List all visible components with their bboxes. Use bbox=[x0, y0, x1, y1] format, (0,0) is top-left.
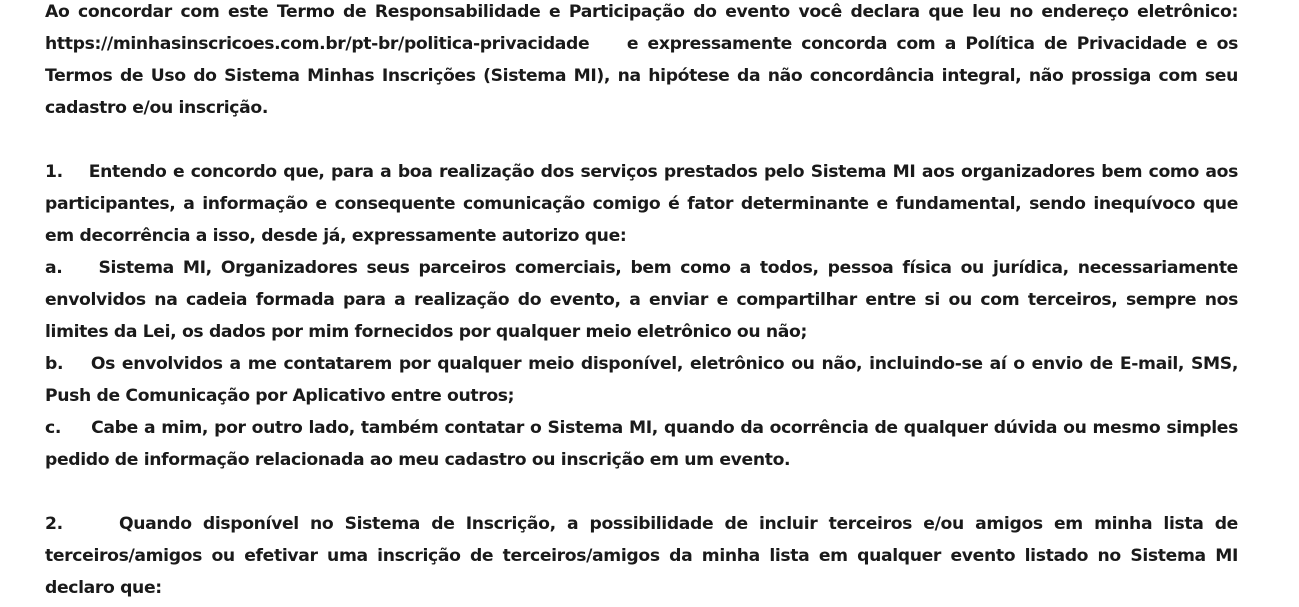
clause-2-paragraph: 2. Quando disponível no Sistema de Inscrição, a possibilidade de incluir terceiros e/ou amigos em minha lista de terceiros/amigos ou efetivar uma inscrição de terceiros/amigos da minha lista em qualquer evento listado no Sistema MI declaro que: bbox=[45, 514, 1244, 598]
clause-1-item-b: b. Os envolvidos a me contatarem por qualquer meio disponível, eletrônico ou não, incluindo-se aí o envio de E-mail, SMS, Push de Comunicação por Aplicativo entre outros; bbox=[45, 354, 1244, 406]
intro-text-before-link: Ao concordar com este Termo de Responsabilidade e Participação do evento você declara que leu no endereço eletrônico: bbox=[45, 2, 1238, 22]
intro-paragraph bbox=[45, 0, 1238, 124]
clause-1-item-c: c. Cabe a mim, por outro lado, também contatar o Sistema MI, quando da ocorrência de qualquer dúvida ou mesmo simples pedido de informação relacionada ao meu cadastro ou inscrição em um evento. bbox=[45, 418, 1244, 470]
clause-1-item-a: a. Sistema MI, Organizadores seus parceiros comerciais, bem como a todos, pessoa física ou jurídica, necessariamente envolvidos na cadeia formada para a realização do evento, a enviar e compartilhar entre si ou com terceiros, sempre nos limites da Lei, os dados por mim fornecidos por qualquer meio eletrônico ou não; bbox=[45, 258, 1244, 342]
clause-1-paragraph: 1. Entendo e concordo que, para a boa realização dos serviços prestados pelo Sistema MI aos organizadores bem como aos participantes, a informação e consequente comunicação comigo é fator determinante e fundamental, sendo inequívoco que em decorrência a isso, desde já, expressamente autorizo que: bbox=[45, 162, 1244, 246]
paragraph-spacer bbox=[45, 124, 1238, 156]
intro-text-after-link: e expressamente concorda com a Política de Privacidade e os Termos de Uso do Sistema Minhas Inscrições (Sistema MI), na hipótese da não concordância integral, não prossiga com seu cadastro e/ou inscrição. bbox=[45, 34, 1238, 118]
paragraph-spacer bbox=[45, 476, 1238, 508]
terms-document bbox=[45, 0, 1244, 604]
privacy-policy-link[interactable]: https://minhasinscricoes.com.br/pt-br/politica-privacidade bbox=[45, 34, 590, 54]
